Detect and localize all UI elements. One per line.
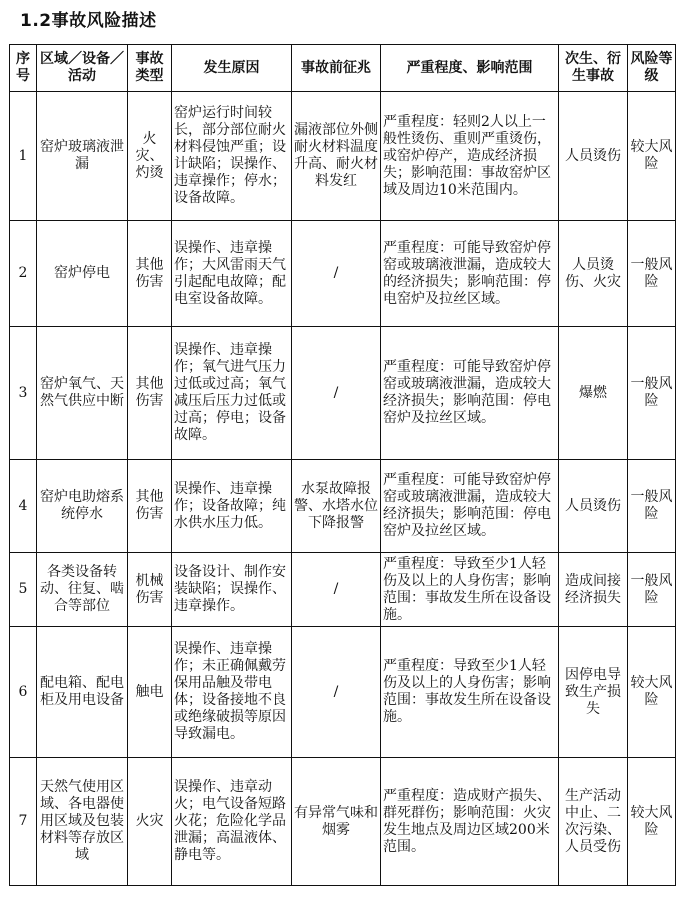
cell-severity: 严重程度：导致至少1人轻伤及以上的人身伤害；影响范围：事故发生所在设备设施。 bbox=[381, 553, 559, 627]
cell-type: 机械伤害 bbox=[128, 553, 172, 627]
cell-cause: 设备设计、制作安装缺陷；误操作、违章操作。 bbox=[172, 553, 292, 627]
table-row bbox=[10, 553, 676, 627]
table-row bbox=[10, 460, 676, 553]
cell-cause: 误操作、违章操作；氧气进气压力过低或过高；氧气减压后压力过低或过高；停电；设备故障。 bbox=[172, 327, 292, 460]
table-row bbox=[10, 327, 676, 460]
cell-sign: 水泵故障报警、水塔水位下降报警 bbox=[292, 460, 381, 553]
table-row bbox=[10, 758, 676, 886]
cell-severity: 严重程度：可能导致窑炉停窑或玻璃液泄漏，造成较大经济损失；影响范围：停电窑炉及拉丝区域。 bbox=[381, 327, 559, 460]
cell-secondary: 因停电导致生产损失 bbox=[559, 627, 628, 758]
cell-no: 5 bbox=[10, 553, 37, 627]
cell-cause: 误操作、违章动火；电气设备短路火花；危险化学品泄漏；高温液体、静电等。 bbox=[172, 758, 292, 886]
cell-no: 1 bbox=[10, 92, 37, 221]
header-type: 事故类型 bbox=[128, 45, 172, 92]
cell-area: 各类设备转动、往复、啮合等部位 bbox=[37, 553, 128, 627]
cell-severity: 严重程度：可能导致窑炉停窑或玻璃液泄漏，造成较大经济损失；影响范围：停电窑炉及拉丝区域。 bbox=[381, 460, 559, 553]
cell-level: 较大风险 bbox=[628, 92, 676, 221]
cell-sign: / bbox=[292, 553, 381, 627]
table-header-row bbox=[10, 45, 676, 92]
cell-cause: 窑炉运行时间较长，部分部位耐火材料侵蚀严重；设计缺陷；误操作、违章操作；停水；设备故障。 bbox=[172, 92, 292, 221]
cell-type: 其他伤害 bbox=[128, 327, 172, 460]
cell-area: 窑炉电助熔系统停水 bbox=[37, 460, 128, 553]
header-severity: 严重程度、影响范围 bbox=[381, 45, 559, 92]
cell-sign: 有异常气味和烟雾 bbox=[292, 758, 381, 886]
cell-level: 较大风险 bbox=[628, 758, 676, 886]
cell-type: 火灾、灼烫 bbox=[128, 92, 172, 221]
cell-cause: 误操作、违章操作；大风雷雨天气引起配电故障；配电室设备故障。 bbox=[172, 221, 292, 327]
cell-cause: 误操作、违章操作；未正确佩戴劳保用品触及带电体；设备接地不良或绝缘破损等原因导致漏电。 bbox=[172, 627, 292, 758]
cell-severity: 严重程度：可能导致窑炉停窑或玻璃液泄漏，造成较大的经济损失；影响范围：停电窑炉及拉丝区域。 bbox=[381, 221, 559, 327]
cell-area: 天然气使用区域、各电器使用区域及包装材料等存放区域 bbox=[37, 758, 128, 886]
cell-secondary: 爆燃 bbox=[559, 327, 628, 460]
risk-table bbox=[9, 44, 676, 886]
header-cause: 发生原因 bbox=[172, 45, 292, 92]
cell-secondary: 造成间接经济损失 bbox=[559, 553, 628, 627]
cell-sign: / bbox=[292, 627, 381, 758]
cell-sign: / bbox=[292, 221, 381, 327]
cell-no: 2 bbox=[10, 221, 37, 327]
cell-level: 一般风险 bbox=[628, 221, 676, 327]
cell-no: 7 bbox=[10, 758, 37, 886]
cell-no: 6 bbox=[10, 627, 37, 758]
section-title: 1.2事故风险描述 bbox=[20, 11, 157, 31]
cell-level: 一般风险 bbox=[628, 327, 676, 460]
header-no: 序号 bbox=[10, 45, 37, 92]
cell-severity: 严重程度：造成财产损失、群死群伤；影响范围：火灾发生地点及周边区域200米范围。 bbox=[381, 758, 559, 886]
cell-level: 较大风险 bbox=[628, 627, 676, 758]
header-sign: 事故前征兆 bbox=[292, 45, 381, 92]
header-secondary: 次生、衍生事故 bbox=[559, 45, 628, 92]
cell-secondary: 人员烫伤 bbox=[559, 92, 628, 221]
cell-secondary: 人员烫伤、火灾 bbox=[559, 221, 628, 327]
cell-type: 其他伤害 bbox=[128, 221, 172, 327]
cell-secondary: 生产活动中止、二次污染、人员受伤 bbox=[559, 758, 628, 886]
table-row bbox=[10, 221, 676, 327]
cell-no: 3 bbox=[10, 327, 37, 460]
cell-type: 触电 bbox=[128, 627, 172, 758]
cell-type: 其他伤害 bbox=[128, 460, 172, 553]
cell-area: 窑炉氧气、天然气供应中断 bbox=[37, 327, 128, 460]
cell-area: 配电箱、配电柜及用电设备 bbox=[37, 627, 128, 758]
cell-secondary: 人员烫伤 bbox=[559, 460, 628, 553]
cell-sign: / bbox=[292, 327, 381, 460]
table-row bbox=[10, 627, 676, 758]
header-area: 区域／设备／活动 bbox=[37, 45, 128, 92]
table-row bbox=[10, 92, 676, 221]
cell-type: 火灾 bbox=[128, 758, 172, 886]
cell-no: 4 bbox=[10, 460, 37, 553]
cell-area: 窑炉玻璃液泄漏 bbox=[37, 92, 128, 221]
cell-area: 窑炉停电 bbox=[37, 221, 128, 327]
cell-severity: 严重程度：导致至少1人轻伤及以上的人身伤害；影响范围：事故发生所在设备设施。 bbox=[381, 627, 559, 758]
cell-sign: 漏液部位外侧耐火材料温度升高、耐火材料发红 bbox=[292, 92, 381, 221]
cell-level: 一般风险 bbox=[628, 460, 676, 553]
header-level: 风险等级 bbox=[628, 45, 676, 92]
cell-severity: 严重程度：轻则2人以上一般性烫伤、重则严重烫伤，或窑炉停产，造成经济损失；影响范围：事故窑炉区域及周边10米范围内。 bbox=[381, 92, 559, 221]
cell-level: 一般风险 bbox=[628, 553, 676, 627]
cell-cause: 误操作、违章操作；设备故障；纯水供水压力低。 bbox=[172, 460, 292, 553]
